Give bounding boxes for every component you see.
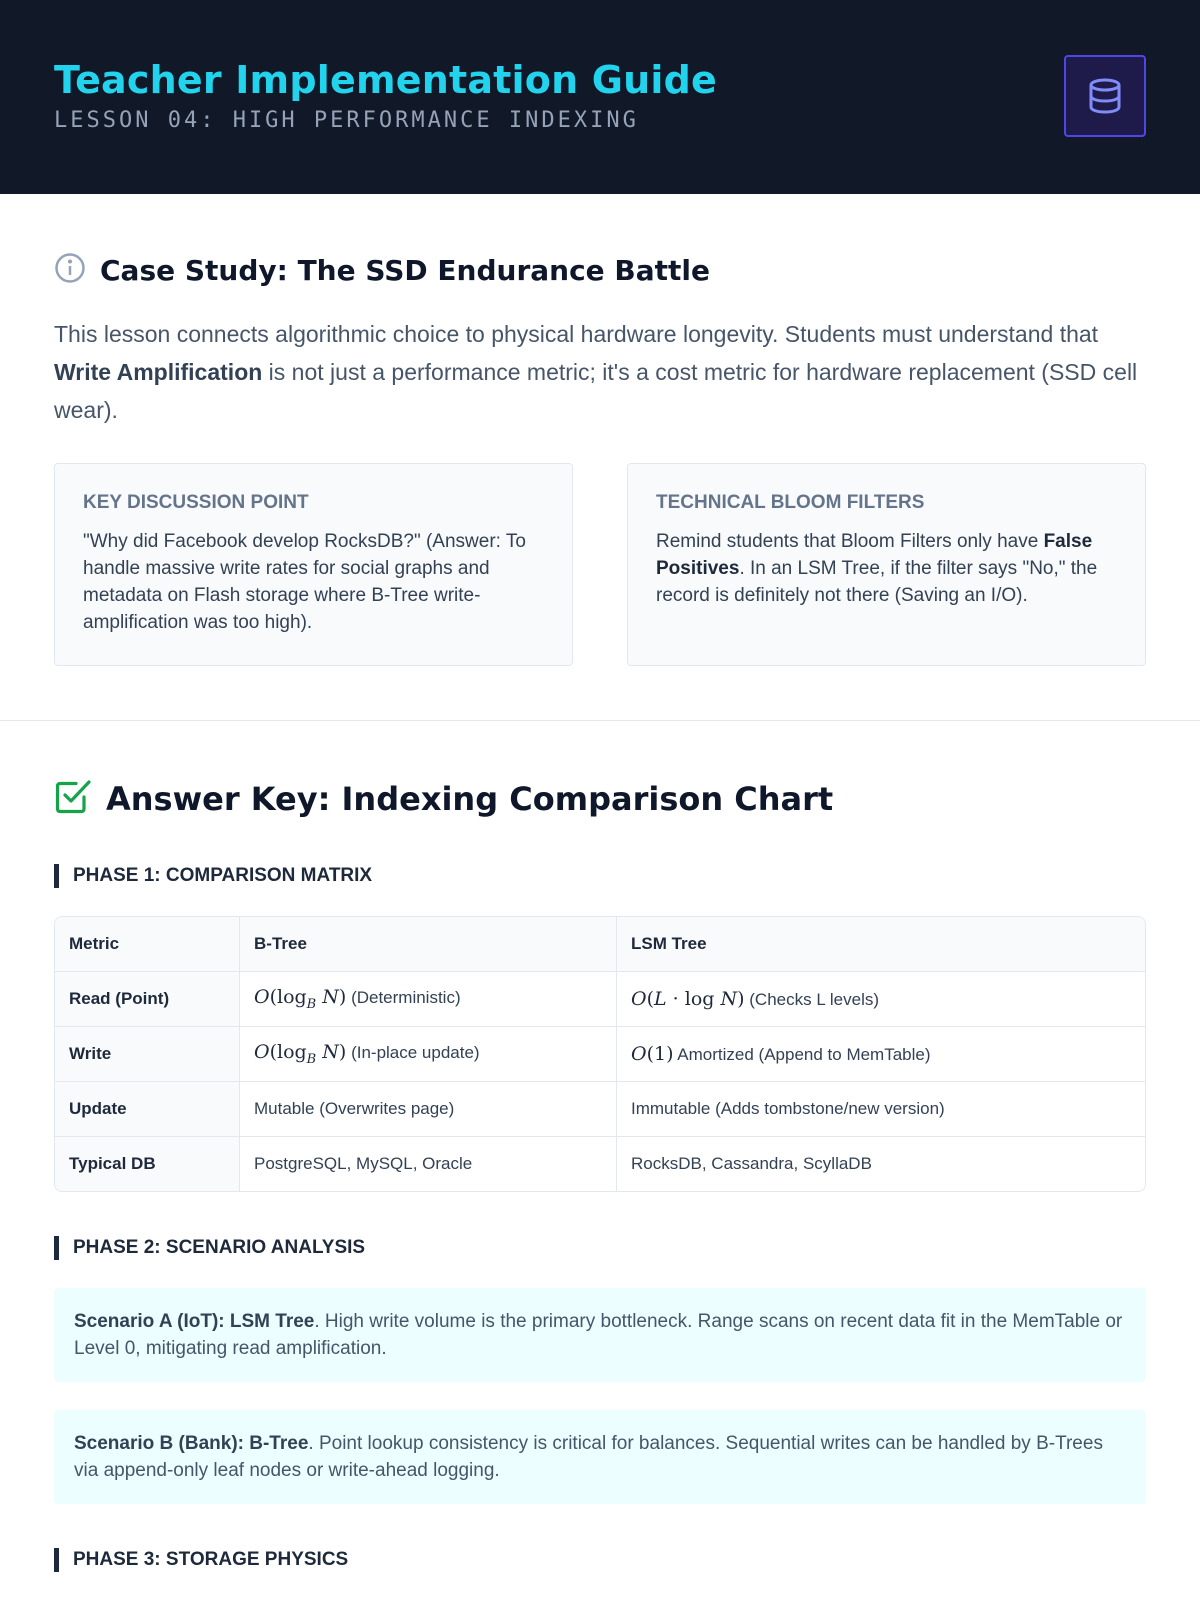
phase-marker (54, 864, 59, 888)
case-study-lead: This lesson connects algorithmic choice to physical hardware longevity. Students must understand that Write Amplification is not just a performance metric; it's a cost metric for hardware replacement (SSD cell wear). (54, 321, 1138, 423)
table-row (55, 972, 1145, 1027)
metric-cell: Read (Point) (55, 972, 239, 1027)
database-icon (1064, 55, 1146, 137)
metric-cell: Typical DB (55, 1137, 239, 1191)
case-study-cards (54, 463, 1146, 666)
phase-1-heading: PHASE 1: COMPARISON MATRIX (54, 864, 1146, 888)
answer-key-section (0, 721, 1200, 1572)
column-header: LSM Tree (616, 917, 1145, 972)
phase-3-heading: PHASE 3: STORAGE PHYSICS (54, 1548, 1146, 1572)
btree-cell: PostgreSQL, MySQL, Oracle (239, 1137, 616, 1191)
lsm-cell: RocksDB, Cassandra, ScyllaDB (616, 1137, 1145, 1191)
phase-2-heading: PHASE 2: SCENARIO ANALYSIS (54, 1236, 1146, 1260)
metric-cell: Update (55, 1082, 239, 1137)
table-row (55, 1027, 1145, 1082)
table-row (55, 1137, 1145, 1191)
lsm-cell: O(L · log N) (Checks L levels) (616, 972, 1145, 1027)
card-body: Remind students that Bloom Filters only have False Positives. In an LSM Tree, if the filter says "No," the record is definitely not there (Saving an I/O). (656, 531, 1098, 606)
case-study-title: Case Study: The SSD Endurance Battle (100, 254, 711, 287)
phase-marker (54, 1236, 59, 1260)
column-header: Metric (55, 917, 239, 972)
btree-cell: $O(\log_B$ N) (In-place update) (239, 1027, 616, 1082)
column-header: B-Tree (239, 917, 616, 972)
card-body: "Why did Facebook develop RocksDB?" (Answer: To handle massive write rates for social graphs and metadata on Flash storage where B-Tree write-amplification was too high). (83, 531, 526, 633)
card-title: TECHNICAL BLOOM FILTERS (656, 492, 925, 513)
case-study-heading (54, 252, 1146, 289)
card-title: KEY DISCUSSION POINT (83, 492, 309, 513)
answer-key-heading (54, 777, 1146, 820)
btree-cell: $O(\log_B$ N) (Deterministic) (239, 972, 616, 1027)
lsm-cell: O(1) Amortized (Append to MemTable) (616, 1027, 1145, 1082)
metric-cell: Write (55, 1027, 239, 1082)
scenario-card: Scenario B (Bank): B-Tree. Point lookup consistency is critical for balances. Sequential writes can be handled by B-Trees via append-only leaf nodes or write-ahead logging. (54, 1410, 1146, 1504)
table-header-row (55, 917, 1145, 972)
check-square-icon (54, 777, 92, 820)
page-header (0, 0, 1200, 194)
btree-cell: Mutable (Overwrites page) (239, 1082, 616, 1137)
lsm-cell: Immutable (Adds tombstone/new version) (616, 1082, 1145, 1137)
answer-key-title: Answer Key: Indexing Comparison Chart (106, 779, 834, 818)
bloom-filter-card (627, 463, 1146, 666)
page-title: Teacher Implementation Guide (54, 58, 717, 102)
comparison-table (54, 916, 1146, 1192)
info-circle-icon (54, 252, 86, 289)
lesson-subtitle: LESSON 04: HIGH PERFORMANCE INDEXING (54, 108, 639, 133)
case-study-section (0, 194, 1200, 721)
phase-marker (54, 1548, 59, 1572)
discussion-card (54, 463, 573, 666)
table-row (55, 1082, 1145, 1137)
scenario-card: Scenario A (IoT): LSM Tree. High write volume is the primary bottleneck. Range scans on recent data fit in the MemTable or Level 0, mitigating read amplification. (54, 1288, 1146, 1382)
